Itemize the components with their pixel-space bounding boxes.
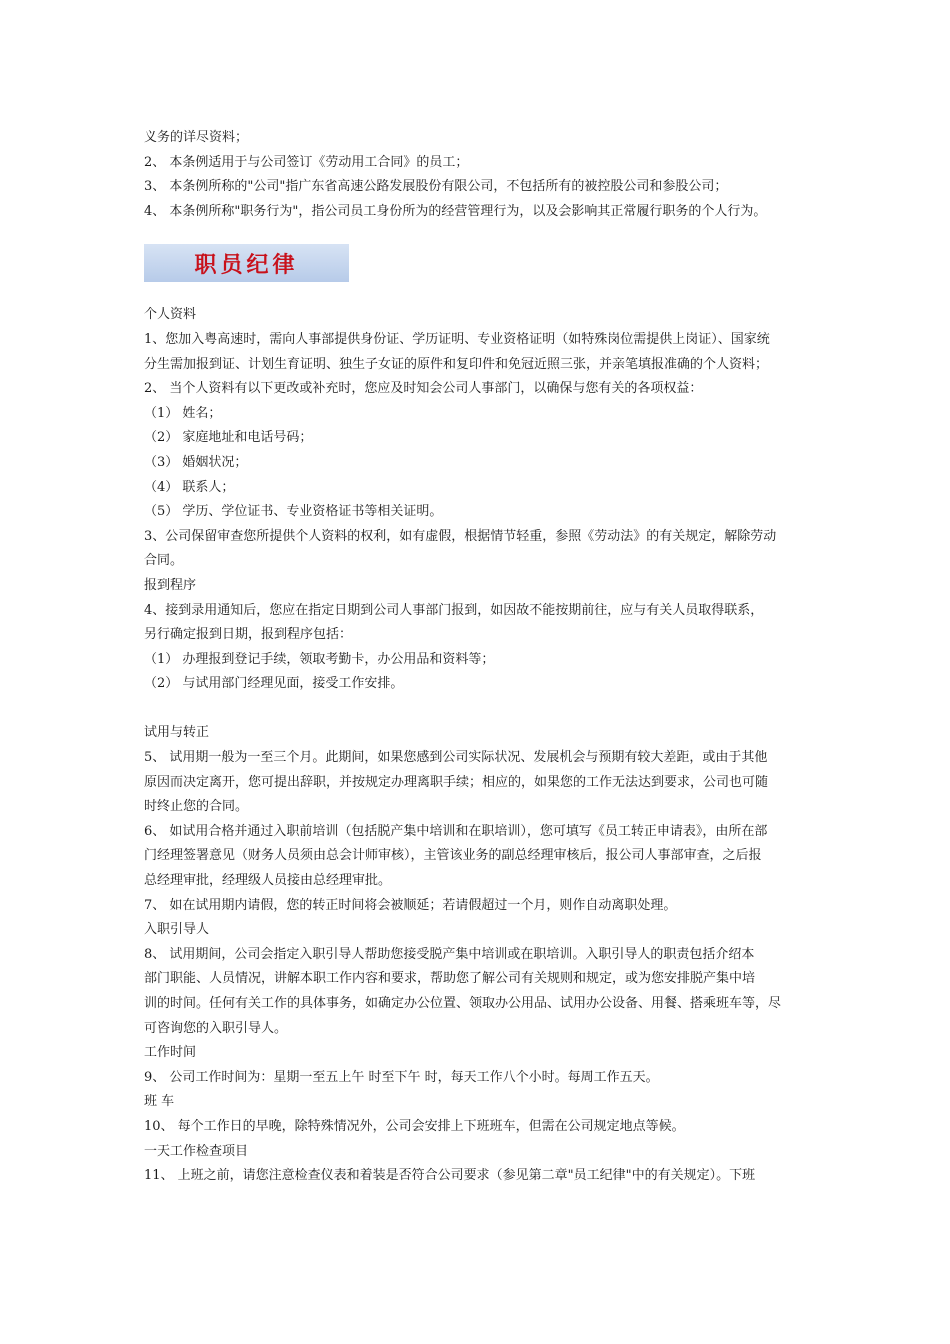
text-line: （2） 与试用部门经理见面，接受工作安排。	[144, 676, 404, 692]
text-line: 4、接到录用通知后，您应在指定日期到公司人事部门报到，如因故不能按期前往，应与有关人员取得联系，	[144, 602, 764, 618]
text-line: 义务的详尽资料；	[144, 130, 249, 145]
text-line: 试用与转正	[144, 725, 210, 741]
text-line: 分生需加报到证、计划生育证明、独生子女证的原件和复印件和免冠近照三张，并亲笔填报准确的个人资料；	[144, 356, 769, 372]
text-line: （2） 家庭地址和电话号码；	[144, 430, 313, 446]
text-line: 3、 本条例所称的"公司"指广东省高速公路发展股份有限公司，不包括所有的被控股公司和参股公司；	[144, 179, 728, 195]
text-line: 个人资料	[144, 307, 197, 323]
text-line: 另行确定报到日期，报到程序包括：	[144, 627, 353, 643]
text-line: 2、 本条例适用于与公司签订《劳动用工合同》的员工；	[144, 154, 469, 170]
text-line: 1、您加入粤高速时，需向人事部提供身份证、学历证明、专业资格证明（如特殊岗位需提供上岗证）、国家统	[144, 331, 770, 347]
body-section	[144, 303, 812, 1188]
text-line: 7、 如在试用期内请假，您的转正时间将会被顺延；若请假超过一个月，则作自动离职处理。	[144, 897, 677, 913]
text-line: 9、 公司工作时间为：星期一至五上午 时至下午 时，每天工作八个小时。每周工作五天。	[144, 1069, 659, 1085]
document-page	[144, 126, 812, 1189]
blank-line	[144, 697, 812, 722]
text-line: 一天工作检查项目	[144, 1143, 249, 1159]
text-line: 总经理审批，经理级人员接由总经理审批。	[144, 873, 392, 889]
intro-section	[144, 126, 812, 224]
text-line: 可咨询您的入职引导人。	[144, 1020, 288, 1036]
text-line: 部门职能、人员情况，讲解本职工作内容和要求，帮助您了解公司有关规则和规定，或为您安排脱产集中培	[144, 971, 756, 987]
text-line: 报到程序	[144, 577, 197, 593]
text-line: 3、公司保留审查您所提供个人资料的权利，如有虚假，根据情节轻重，参照《劳动法》的有关规定，解除劳动	[144, 528, 777, 544]
text-line: 11、 上班之前，请您注意检查仪表和着装是否符合公司要求（参见第二章"员工纪律"中的有关规定）。下班	[144, 1168, 756, 1184]
text-line: 8、 试用期间，公司会指定入职引导人帮助您接受脱产集中培训或在职培训。入职引导人的职责包括介绍本	[144, 946, 755, 962]
text-line: 6、 如试用合格并通过入职前培训（包括脱产集中培训和在职培训），您可填写《员工转正申请表》，由所在部	[144, 823, 768, 839]
text-line: 5、 试用期一般为一至三个月。此期间，如果您感到公司实际状况、发展机会与预期有较大差距，或由于其他	[144, 750, 768, 766]
text-line: 训的时间。任何有关工作的具体事务，如确定办公位置、领取办公用品、试用办公设备、用餐、搭乘班车等，尽	[144, 996, 782, 1011]
banner-title: 职员纪律	[194, 252, 299, 278]
text-line: 原因而决定离开，您可提出辞职，并按规定办理离职手续；相应的，如果您的工作无法达到要求，公司也可随	[144, 774, 769, 790]
section-banner-wrap	[144, 244, 812, 282]
text-line: （4） 联系人；	[144, 479, 235, 495]
text-line: 4、 本条例所称"职务行为"，指公司员工身份所为的经营管理行为，以及会影响其正常履行职务的个人行为。	[144, 203, 767, 219]
section-banner	[144, 244, 349, 282]
text-line: 时终止您的合同。	[144, 799, 249, 815]
text-line: （3） 婚姻状况；	[144, 454, 248, 470]
text-line: 10、 每个工作日的早晚，除特殊情况外，公司会安排上下班班车，但需在公司规定地点等候。	[144, 1118, 685, 1134]
text-line: 合同。	[144, 553, 184, 569]
text-line: 班 车	[144, 1094, 175, 1110]
text-line: 2、 当个人资料有以下更改或补充时，您应及时知会公司人事部门，以确保与您有关的各项权益：	[144, 381, 703, 397]
text-line: （1） 姓名；	[144, 405, 222, 421]
text-line: 入职引导人	[144, 922, 210, 938]
text-line: （5） 学历、学位证书、专业资格证书等相关证明。	[144, 504, 443, 520]
text-line: （1） 办理报到登记手续，领取考勤卡，办公用品和资料等；	[144, 651, 495, 667]
text-line: 门经理签署意见（财务人员须由总会计师审核），主管该业务的副总经理审核后，报公司人事部审查，之后报	[144, 848, 762, 864]
text-line: 工作时间	[144, 1045, 197, 1061]
